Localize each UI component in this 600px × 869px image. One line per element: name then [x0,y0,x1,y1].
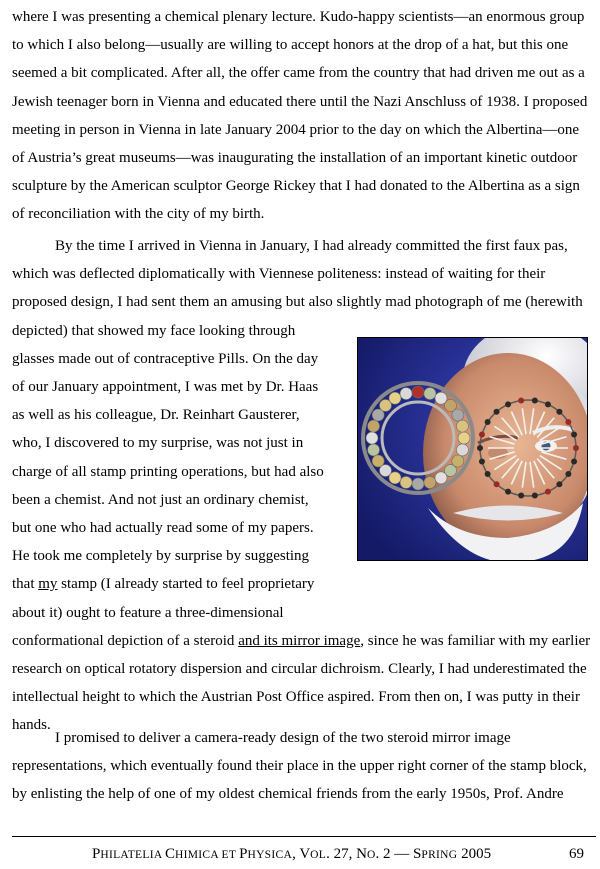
text-line: about it) ought to feature a three-dimensional [12,604,284,621]
page-number: 69 [569,846,584,862]
text-line: who, I discovered to my surprise, was not just in [12,435,304,452]
pill-right [494,409,500,415]
text-line: as well as his colleague, Dr. Reinhart Gausterer, [12,407,300,424]
pill-left [389,392,401,404]
pill-left [412,478,424,490]
text-line: of reconciliation with the city of my birth. [12,206,265,223]
pill-left [412,386,424,398]
text-line: depicted) that showed my face looking through [12,322,296,339]
text-run: , since he was familiar with my earlier [360,632,591,649]
pill-right [485,419,491,425]
text-line: I promised to deliver a camera-ready design of the two steroid mirror image [55,730,511,746]
text-line: to which I also belong—usually are willing to accept honors at the drop of a hat, but this one [12,37,569,54]
text-line: Jewish teenager born in Vienna and educated there until the Nazi Anschluss of 1938. I proposed [12,93,588,110]
text-run: stamp (I already started to feel proprietary [57,576,315,593]
pill-right [556,481,562,487]
paragraph-1 [12,3,592,229]
text-run: that [12,576,39,593]
pill-left [435,472,447,484]
text-line: hands. [12,717,51,734]
pill-right [479,431,485,437]
pill-right [565,471,571,477]
pill-left [372,455,384,467]
pill-right [573,445,579,451]
pill-left [424,388,436,400]
pill-right [505,489,511,495]
pill-right [479,459,485,465]
underlined-phrase: and its mirror image [238,632,361,649]
pill-left [452,409,464,421]
text-line [12,570,592,598]
pill-right [545,401,551,407]
pill-right [532,397,538,403]
text-line: research on optical rotatory dispersion and circular dichroism. Clearly, I had underestimated the [12,661,587,678]
pill-left [368,444,380,456]
text-line: been a chemist. And not just an ordinary chemist, [12,491,309,508]
text-line [12,627,592,655]
pill-right [571,431,577,437]
underlined-word: my [38,576,58,593]
pill-left [424,476,436,488]
text-line: sculpture by the American sculptor George Rickey that I had donated to the Albertina as a sign [12,178,580,195]
pill-right [477,445,483,451]
text-line: proposed design, I had sent them an amusing but also slightly mad photograph of me (herewith [12,294,583,311]
pill-left [366,432,378,444]
text-line: He took me completely by surprise by suggesting [12,548,310,565]
text-line: of Austria’s great museums—was inaugurating the installation of an important kinetic outdoor [12,150,578,167]
text-line: but one who had actually read some of my papers. [12,520,314,537]
pill-right [518,493,524,499]
text-line: seemed a bit complicated. After all, the offer came from the country that had driven me out as a [12,65,585,82]
text-line: glasses made out of contraceptive Pills. On the day [12,350,319,367]
text-line: By the time I arrived in Vienna in January, I had already committed the first faux pas, [55,238,568,254]
text-line: of our January appointment, I was met by Dr. Haas [12,379,319,396]
pill-right [556,409,562,415]
pill-right [485,471,491,477]
text-line: where I was presenting a chemical plenary lecture. Kudo-happy scientists—an enormous group [12,9,585,25]
pill-right [545,489,551,495]
pill-right [532,493,538,499]
pill-right [571,459,577,465]
text-line: which was deflected diplomatically with Viennese politeness: instead of waiting for their [12,266,546,283]
text-line: representations, which eventually found their place in the upper right corner of the stamp block, [12,758,587,775]
paragraph-3 [12,724,592,809]
pill-left [368,420,380,432]
running-footer [0,840,600,862]
pill-left [400,476,412,488]
text-line: charge of all stamp printing operations, but had also [12,463,324,480]
pill-left [400,388,412,400]
footer-rule [12,836,596,837]
text-line: by enlisting the help of one of my oldest chemical friends from the early 1950s, Prof. Andre [12,786,564,803]
text-line: meeting in person in Vienna in late January 2004 prior to the day on which the Albertina—one [12,121,580,138]
pill-right [494,481,500,487]
author-photo [357,337,588,561]
text-line: intellectual height to which the Austrian Post Office aspired. From then on, I was putty in their [12,689,580,706]
text-run: conformational depiction of a steroid [12,632,239,649]
pill-glasses-portrait-image [358,338,588,561]
pill-left [458,432,470,444]
pill-right [505,401,511,407]
pill-right [518,397,524,403]
pill-left [456,420,468,432]
pill-right [565,419,571,425]
pill-left [456,444,468,456]
journal-citation: PHILATELIA CHIMICA ET PHYSICA, VOL. 27, NO. 2 — SPRING 2005 [92,846,492,862]
